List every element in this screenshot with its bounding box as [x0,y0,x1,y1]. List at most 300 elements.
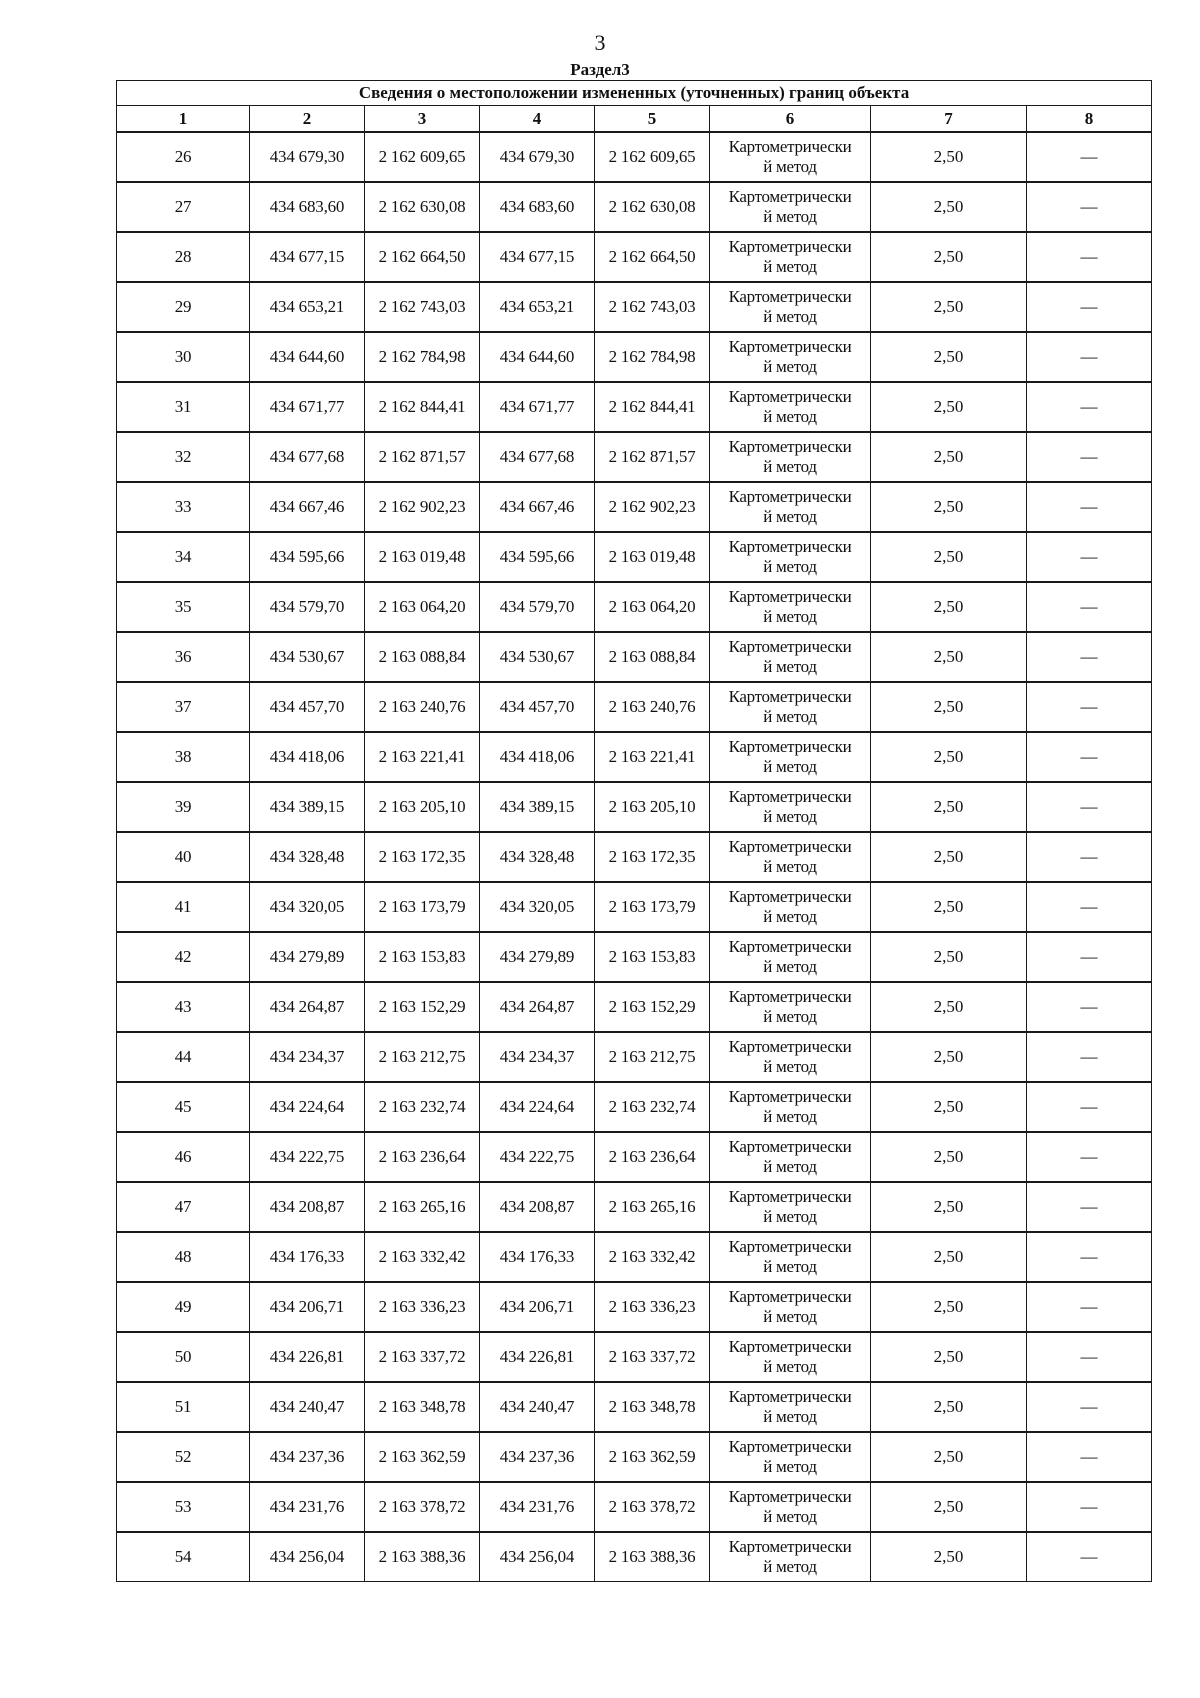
method-line-2: й метод [763,807,817,826]
coordinate-cell: 2 163 236,64 [595,1132,710,1182]
coordinate-cell: 434 683,60 [250,182,365,232]
point-number-cell: 33 [117,482,250,532]
coordinate-cell: 434 644,60 [480,332,595,382]
point-number-cell: 41 [117,882,250,932]
coordinate-cell: 434 206,71 [480,1282,595,1332]
method-line-2: й метод [763,1457,817,1476]
method-line-1: Картометрически [728,1287,852,1306]
method-cell [710,132,871,182]
method-cell [710,1482,871,1532]
point-number-cell: 31 [117,382,250,432]
method-line-1: Картометрически [728,1087,852,1106]
note-cell: — [1027,1482,1152,1532]
method-line-1: Картометрически [728,537,852,556]
method-line-1: Картометрически [728,987,852,1006]
coordinate-cell: 2 162 844,41 [365,382,480,432]
coordinate-cell: 2 163 152,29 [595,982,710,1032]
point-number-cell: 30 [117,332,250,382]
note-cell: — [1027,332,1152,382]
coordinate-cell: 2 162 630,08 [595,182,710,232]
method-line-2: й метод [763,1557,817,1576]
note-cell: — [1027,882,1152,932]
coordinate-cell: 434 231,76 [250,1482,365,1532]
page-number: 3 [594,30,606,55]
point-number-cell: 42 [117,932,250,982]
note-cell: — [1027,282,1152,332]
method-cell [710,882,871,932]
coordinate-cell: 2 163 019,48 [365,532,480,582]
point-number-cell: 32 [117,432,250,482]
method-line-2: й метод [763,1207,817,1226]
accuracy-cell: 2,50 [871,332,1027,382]
coordinate-cell: 2 162 664,50 [365,232,480,282]
coordinate-cell: 2 163 337,72 [595,1332,710,1382]
table-row [117,432,1152,482]
coordinate-cell: 2 163 221,41 [365,732,480,782]
coordinate-cell: 434 208,87 [480,1182,595,1232]
note-cell: — [1027,182,1152,232]
coordinate-cell: 434 530,67 [250,632,365,682]
accuracy-cell: 2,50 [871,182,1027,232]
table-caption: Сведения о местоположении измененных (уточненных) границ объекта [117,81,1152,106]
table-row [117,632,1152,682]
table-row [117,682,1152,732]
point-number-cell: 35 [117,582,250,632]
point-number-cell: 43 [117,982,250,1032]
note-cell: — [1027,1382,1152,1432]
coordinate-cell: 2 162 784,98 [595,332,710,382]
coordinate-cell: 2 163 205,10 [595,782,710,832]
table-row [117,132,1152,182]
method-line-1: Картометрически [728,937,852,956]
method-line-2: й метод [763,1257,817,1276]
point-number-cell: 27 [117,182,250,232]
coordinate-cell: 434 644,60 [250,332,365,382]
method-cell [710,1232,871,1282]
coordinate-cell: 2 162 743,03 [595,282,710,332]
column-header: 7 [871,106,1027,133]
method-cell [710,382,871,432]
coordinate-cell: 2 163 336,23 [365,1282,480,1332]
method-line-1: Картометрически [728,1037,852,1056]
point-number-cell: 51 [117,1382,250,1432]
method-cell [710,932,871,982]
method-line-1: Картометрически [728,837,852,856]
note-cell: — [1027,782,1152,832]
method-cell [710,1282,871,1332]
method-cell [710,532,871,582]
method-line-2: й метод [763,1157,817,1176]
coordinate-cell: 434 176,33 [250,1232,365,1282]
coordinate-cell: 434 237,36 [480,1432,595,1482]
coordinate-cell: 2 163 265,16 [595,1182,710,1232]
method-line-1: Картометрически [728,1537,852,1556]
method-cell [710,1382,871,1432]
section-title: Раздел3 [570,60,630,79]
table-row [117,1232,1152,1282]
column-header: 5 [595,106,710,133]
method-cell [710,1032,871,1082]
method-line-2: й метод [763,1107,817,1126]
coordinate-cell: 2 163 337,72 [365,1332,480,1382]
boundary-coordinates-table [116,80,1152,1582]
coordinate-cell: 434 677,15 [250,232,365,282]
point-number-cell: 28 [117,232,250,282]
coordinate-cell: 434 677,15 [480,232,595,282]
table-row [117,1082,1152,1132]
note-cell: — [1027,532,1152,582]
method-cell [710,1082,871,1132]
method-line-1: Картометрически [728,587,852,606]
accuracy-cell: 2,50 [871,982,1027,1032]
table-row [117,182,1152,232]
table-row [117,732,1152,782]
method-cell [710,182,871,232]
method-line-2: й метод [763,457,817,476]
table-row [117,882,1152,932]
method-line-2: й метод [763,857,817,876]
accuracy-cell: 2,50 [871,1382,1027,1432]
coordinate-cell: 434 208,87 [250,1182,365,1232]
note-cell: — [1027,482,1152,532]
method-line-1: Картометрически [728,787,852,806]
coordinate-cell: 434 256,04 [480,1532,595,1582]
method-line-1: Картометрически [728,487,852,506]
coordinate-cell: 434 234,37 [250,1032,365,1082]
method-line-2: й метод [763,1007,817,1026]
coordinate-cell: 2 163 173,79 [365,882,480,932]
coordinate-cell: 434 418,06 [250,732,365,782]
accuracy-cell: 2,50 [871,382,1027,432]
point-number-cell: 37 [117,682,250,732]
coordinate-cell: 434 457,70 [480,682,595,732]
method-line-1: Картометрически [728,237,852,256]
method-cell [710,682,871,732]
method-line-2: й метод [763,307,817,326]
column-header: 3 [365,106,480,133]
method-line-2: й метод [763,1507,817,1526]
method-line-2: й метод [763,757,817,776]
accuracy-cell: 2,50 [871,1482,1027,1532]
point-number-cell: 36 [117,632,250,682]
accuracy-cell: 2,50 [871,1332,1027,1382]
method-line-2: й метод [763,1057,817,1076]
coordinate-cell: 2 163 332,42 [365,1232,480,1282]
coordinate-cell: 434 579,70 [480,582,595,632]
table-row [117,282,1152,332]
coordinate-cell: 2 163 388,36 [595,1532,710,1582]
accuracy-cell: 2,50 [871,132,1027,182]
method-cell [710,732,871,782]
coordinate-cell: 2 162 630,08 [365,182,480,232]
method-line-2: й метод [763,1357,817,1376]
method-cell [710,1332,871,1382]
coordinate-cell: 434 176,33 [480,1232,595,1282]
note-cell: — [1027,832,1152,882]
coordinate-cell: 2 163 172,35 [595,832,710,882]
coordinate-cell: 2 162 609,65 [365,132,480,182]
coordinate-cell: 2 163 378,72 [595,1482,710,1532]
method-line-2: й метод [763,407,817,426]
point-number-cell: 52 [117,1432,250,1482]
coordinate-cell: 2 163 232,74 [595,1082,710,1132]
note-cell: — [1027,1182,1152,1232]
method-line-1: Картометрически [728,1187,852,1206]
point-number-cell: 54 [117,1532,250,1582]
accuracy-cell: 2,50 [871,1132,1027,1182]
coordinate-cell: 434 418,06 [480,732,595,782]
coordinate-cell: 434 264,87 [480,982,595,1032]
point-number-cell: 48 [117,1232,250,1282]
method-line-2: й метод [763,1407,817,1426]
method-cell [710,782,871,832]
table-row [117,532,1152,582]
table-row [117,1482,1152,1532]
coordinate-cell: 2 163 153,83 [595,932,710,982]
note-cell: — [1027,982,1152,1032]
coordinate-cell: 434 320,05 [250,882,365,932]
method-line-2: й метод [763,657,817,676]
accuracy-cell: 2,50 [871,1232,1027,1282]
table-row [117,1132,1152,1182]
coordinate-cell: 434 579,70 [250,582,365,632]
column-header: 6 [710,106,871,133]
point-number-cell: 34 [117,532,250,582]
table-row [117,1282,1152,1332]
coordinate-cell: 434 234,37 [480,1032,595,1082]
coordinate-cell: 434 595,66 [480,532,595,582]
column-header-row [117,106,1152,133]
table-body [117,132,1152,1582]
coordinate-cell: 434 653,21 [480,282,595,332]
table-row [117,1332,1152,1382]
coordinate-cell: 2 163 265,16 [365,1182,480,1232]
note-cell: — [1027,632,1152,682]
accuracy-cell: 2,50 [871,432,1027,482]
method-line-2: й метод [763,607,817,626]
coordinate-cell: 434 320,05 [480,882,595,932]
accuracy-cell: 2,50 [871,832,1027,882]
coordinate-cell: 2 163 332,42 [595,1232,710,1282]
accuracy-cell: 2,50 [871,1182,1027,1232]
table-row [117,932,1152,982]
accuracy-cell: 2,50 [871,1032,1027,1082]
method-line-1: Картометрически [728,687,852,706]
method-line-1: Картометрически [728,887,852,906]
table-row [117,982,1152,1032]
note-cell: — [1027,582,1152,632]
method-line-1: Картометрически [728,437,852,456]
accuracy-cell: 2,50 [871,932,1027,982]
method-line-2: й метод [763,257,817,276]
coordinate-cell: 2 163 173,79 [595,882,710,932]
coordinate-cell: 2 163 212,75 [365,1032,480,1082]
accuracy-cell: 2,50 [871,1532,1027,1582]
coordinate-cell: 2 162 784,98 [365,332,480,382]
coordinate-cell: 2 163 348,78 [595,1382,710,1432]
note-cell: — [1027,1432,1152,1482]
coordinate-cell: 2 163 221,41 [595,732,710,782]
table-row [117,1532,1152,1582]
coordinate-cell: 434 389,15 [250,782,365,832]
coordinate-cell: 434 667,46 [250,482,365,532]
coordinate-cell: 434 240,47 [480,1382,595,1432]
coordinate-cell: 434 226,81 [480,1332,595,1382]
table-row [117,782,1152,832]
coordinate-cell: 2 162 902,23 [595,482,710,532]
coordinate-cell: 2 163 362,59 [595,1432,710,1482]
accuracy-cell: 2,50 [871,682,1027,732]
table-row [117,482,1152,532]
coordinate-cell: 434 679,30 [250,132,365,182]
note-cell: — [1027,732,1152,782]
method-line-1: Картометрически [728,137,852,156]
coordinate-cell: 2 163 212,75 [595,1032,710,1082]
coordinate-cell: 434 328,48 [250,832,365,882]
column-header: 4 [480,106,595,133]
accuracy-cell: 2,50 [871,632,1027,682]
coordinate-cell: 434 226,81 [250,1332,365,1382]
point-number-cell: 29 [117,282,250,332]
method-line-1: Картометрически [728,1237,852,1256]
coordinate-cell: 434 222,75 [250,1132,365,1182]
method-line-1: Картометрически [728,637,852,656]
method-cell [710,982,871,1032]
coordinate-cell: 2 162 609,65 [595,132,710,182]
coordinate-cell: 2 163 088,84 [365,632,480,682]
method-line-2: й метод [763,207,817,226]
method-line-2: й метод [763,907,817,926]
coordinate-cell: 2 162 743,03 [365,282,480,332]
note-cell: — [1027,232,1152,282]
coordinate-cell: 434 224,64 [480,1082,595,1132]
column-header: 2 [250,106,365,133]
method-line-2: й метод [763,507,817,526]
method-cell [710,582,871,632]
coordinate-cell: 2 163 240,76 [595,682,710,732]
point-number-cell: 39 [117,782,250,832]
coordinate-cell: 434 683,60 [480,182,595,232]
note-cell: — [1027,682,1152,732]
column-header: 1 [117,106,250,133]
method-cell [710,432,871,482]
coordinate-cell: 2 163 088,84 [595,632,710,682]
coordinate-cell: 434 222,75 [480,1132,595,1182]
coordinate-cell: 434 677,68 [250,432,365,482]
coordinate-cell: 2 163 064,20 [365,582,480,632]
coordinate-cell: 2 162 664,50 [595,232,710,282]
coordinate-cell: 2 163 152,29 [365,982,480,1032]
accuracy-cell: 2,50 [871,1282,1027,1332]
method-line-1: Картометрически [728,1487,852,1506]
note-cell: — [1027,1082,1152,1132]
coordinate-cell: 434 264,87 [250,982,365,1032]
point-number-cell: 49 [117,1282,250,1332]
point-number-cell: 53 [117,1482,250,1532]
table-row [117,582,1152,632]
coordinate-cell: 2 163 236,64 [365,1132,480,1182]
point-number-cell: 50 [117,1332,250,1382]
note-cell: — [1027,1532,1152,1582]
method-line-1: Картометрически [728,1137,852,1156]
table-row [117,332,1152,382]
coordinate-cell: 434 457,70 [250,682,365,732]
coordinate-cell: 2 162 844,41 [595,382,710,432]
method-line-1: Картометрически [728,1437,852,1456]
method-line-2: й метод [763,157,817,176]
accuracy-cell: 2,50 [871,1082,1027,1132]
coordinate-cell: 434 530,67 [480,632,595,682]
note-cell: — [1027,1232,1152,1282]
note-cell: — [1027,1332,1152,1382]
accuracy-cell: 2,50 [871,282,1027,332]
table-row [117,1432,1152,1482]
point-number-cell: 38 [117,732,250,782]
coordinate-cell: 2 163 388,36 [365,1532,480,1582]
method-cell [710,232,871,282]
coordinate-cell: 434 679,30 [480,132,595,182]
table-row [117,232,1152,282]
coordinate-cell: 434 677,68 [480,432,595,482]
method-line-2: й метод [763,957,817,976]
method-cell [710,1132,871,1182]
point-number-cell: 46 [117,1132,250,1182]
method-cell [710,1432,871,1482]
method-line-2: й метод [763,1307,817,1326]
method-line-2: й метод [763,557,817,576]
note-cell: — [1027,1282,1152,1332]
note-cell: — [1027,132,1152,182]
method-line-1: Картометрически [728,337,852,356]
column-header: 8 [1027,106,1152,133]
coordinate-cell: 434 389,15 [480,782,595,832]
accuracy-cell: 2,50 [871,1432,1027,1482]
coordinate-cell: 434 279,89 [250,932,365,982]
method-line-2: й метод [763,707,817,726]
point-number-cell: 26 [117,132,250,182]
method-line-1: Картометрически [728,737,852,756]
accuracy-cell: 2,50 [871,882,1027,932]
coordinate-cell: 434 595,66 [250,532,365,582]
method-line-1: Картометрически [728,387,852,406]
point-number-cell: 45 [117,1082,250,1132]
accuracy-cell: 2,50 [871,482,1027,532]
method-line-1: Картометрически [728,287,852,306]
coordinate-cell: 434 237,36 [250,1432,365,1482]
table-row [117,832,1152,882]
point-number-cell: 40 [117,832,250,882]
accuracy-cell: 2,50 [871,782,1027,832]
method-line-1: Картометрически [728,187,852,206]
coordinate-cell: 434 671,77 [250,382,365,432]
coordinate-cell: 2 162 902,23 [365,482,480,532]
accuracy-cell: 2,50 [871,532,1027,582]
table-row [117,1182,1152,1232]
note-cell: — [1027,1132,1152,1182]
coordinate-cell: 2 163 019,48 [595,532,710,582]
coordinate-cell: 2 163 232,74 [365,1082,480,1132]
coordinate-cell: 2 163 362,59 [365,1432,480,1482]
method-cell [710,632,871,682]
method-line-1: Картометрически [728,1337,852,1356]
method-cell [710,282,871,332]
method-cell [710,332,871,382]
coordinate-cell: 434 279,89 [480,932,595,982]
point-number-cell: 44 [117,1032,250,1082]
method-cell [710,1532,871,1582]
coordinate-cell: 2 163 240,76 [365,682,480,732]
coordinate-cell: 434 256,04 [250,1532,365,1582]
